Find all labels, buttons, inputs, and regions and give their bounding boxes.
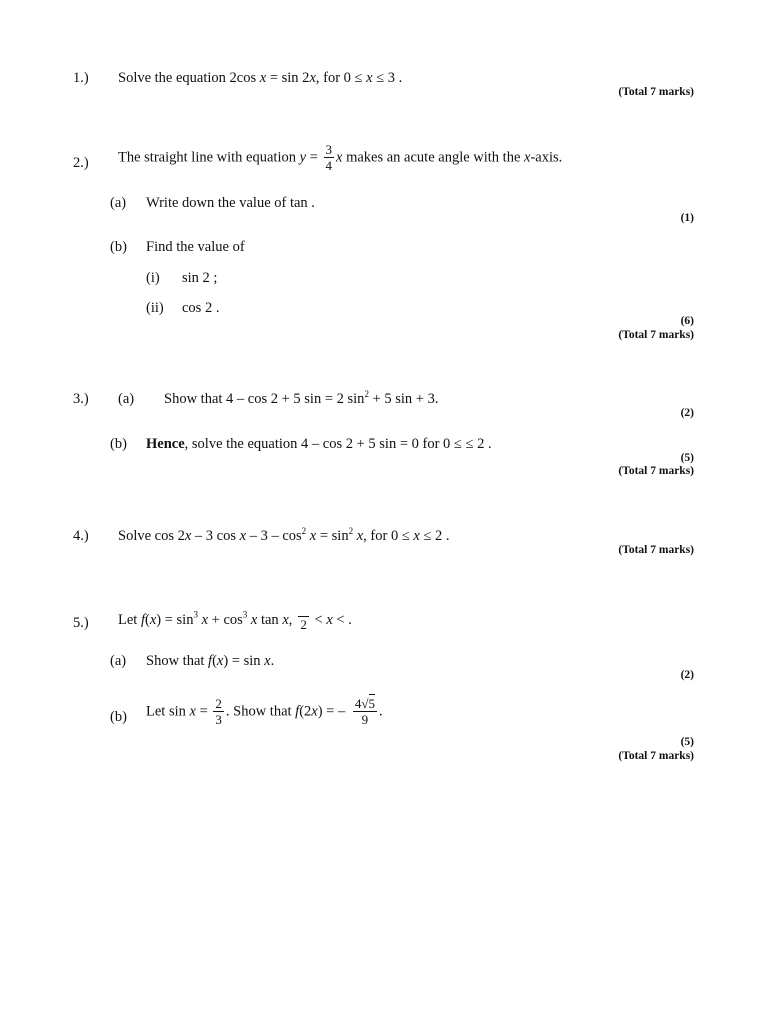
question-number: 5.) xyxy=(73,615,89,631)
part-text: Show that 4 – cos 2 + 5 sin = 2 $\sin^2 + 5$ sin + 3. xyxy=(164,389,439,407)
question-text: Solve cos 2x – 3 $\cos x - 3 - \cos^2 x = \sin^2 x$, for 0 ≤ x ≤ 2 . xyxy=(118,526,450,544)
total-marks: (Total 7 marks) xyxy=(618,86,694,98)
part-marks: (2) xyxy=(680,407,694,419)
subpart-label: (i) xyxy=(146,270,160,286)
fraction: $\frac{3}{4}$ xyxy=(325,142,332,173)
subpart-text: cos 2 . xyxy=(182,300,220,316)
question-number: 3.) xyxy=(73,391,89,407)
total-marks: (Total 7 marks) xyxy=(618,544,694,556)
fraction: $\frac{4√5}{9}$ xyxy=(354,696,375,727)
part-label: (b) xyxy=(110,436,127,452)
total-marks: (Total 7 marks) xyxy=(618,750,694,762)
subpart-label: (ii) xyxy=(146,300,164,316)
part-marks: (1) xyxy=(680,212,694,224)
part-label: (a) xyxy=(110,653,127,669)
question-text: The straight line with equation y = $\frac{3}{4}$ x makes an acute angle with the x-axis. xyxy=(118,142,563,173)
total-marks: (Total 7 marks) xyxy=(618,465,694,477)
part-marks: (5) xyxy=(680,736,694,748)
question-number: 2.) xyxy=(73,155,89,171)
fraction: 2 xyxy=(298,609,309,631)
part-label: (b) xyxy=(110,709,127,725)
question-number: 1.) xyxy=(73,70,89,86)
part-label: (b) xyxy=(110,239,127,255)
question-text: Let $f(x) = \sin^3 x + \cos^3 x$ tan x, 2 < x < . xyxy=(118,609,352,632)
total-marks: (Total 7 marks) xyxy=(618,329,694,341)
part-text: Hence, solve the equation 4 – cos 2 + 5 sin = 0 for 0 ≤ ≤ 2 . xyxy=(146,436,492,452)
part-marks: (6) xyxy=(680,315,694,327)
part-marks: (2) xyxy=(680,669,694,681)
fraction: $\frac{2}{3}$ xyxy=(215,696,222,727)
part-text: Let sin x = $\frac{2}{3}$ . Show that f(2x) = – $\frac{4√5}{9}$ . xyxy=(146,696,383,727)
sqrt-sign: √ xyxy=(361,696,369,711)
part-label: (a) xyxy=(110,195,127,211)
part-label: (a) xyxy=(118,391,135,407)
part-text: Write down the value of tan . xyxy=(146,195,315,211)
part-text: Find the value of xyxy=(146,239,245,255)
part-text: Show that f(x) = sin x. xyxy=(146,653,275,669)
question-number: 4.) xyxy=(73,528,89,544)
question-text: Solve the equation 2cos x = sin 2x, for 0 ≤ x ≤ 3 . xyxy=(118,70,403,86)
part-marks: (5) xyxy=(680,452,694,464)
subpart-text: sin 2 ; xyxy=(182,270,218,286)
